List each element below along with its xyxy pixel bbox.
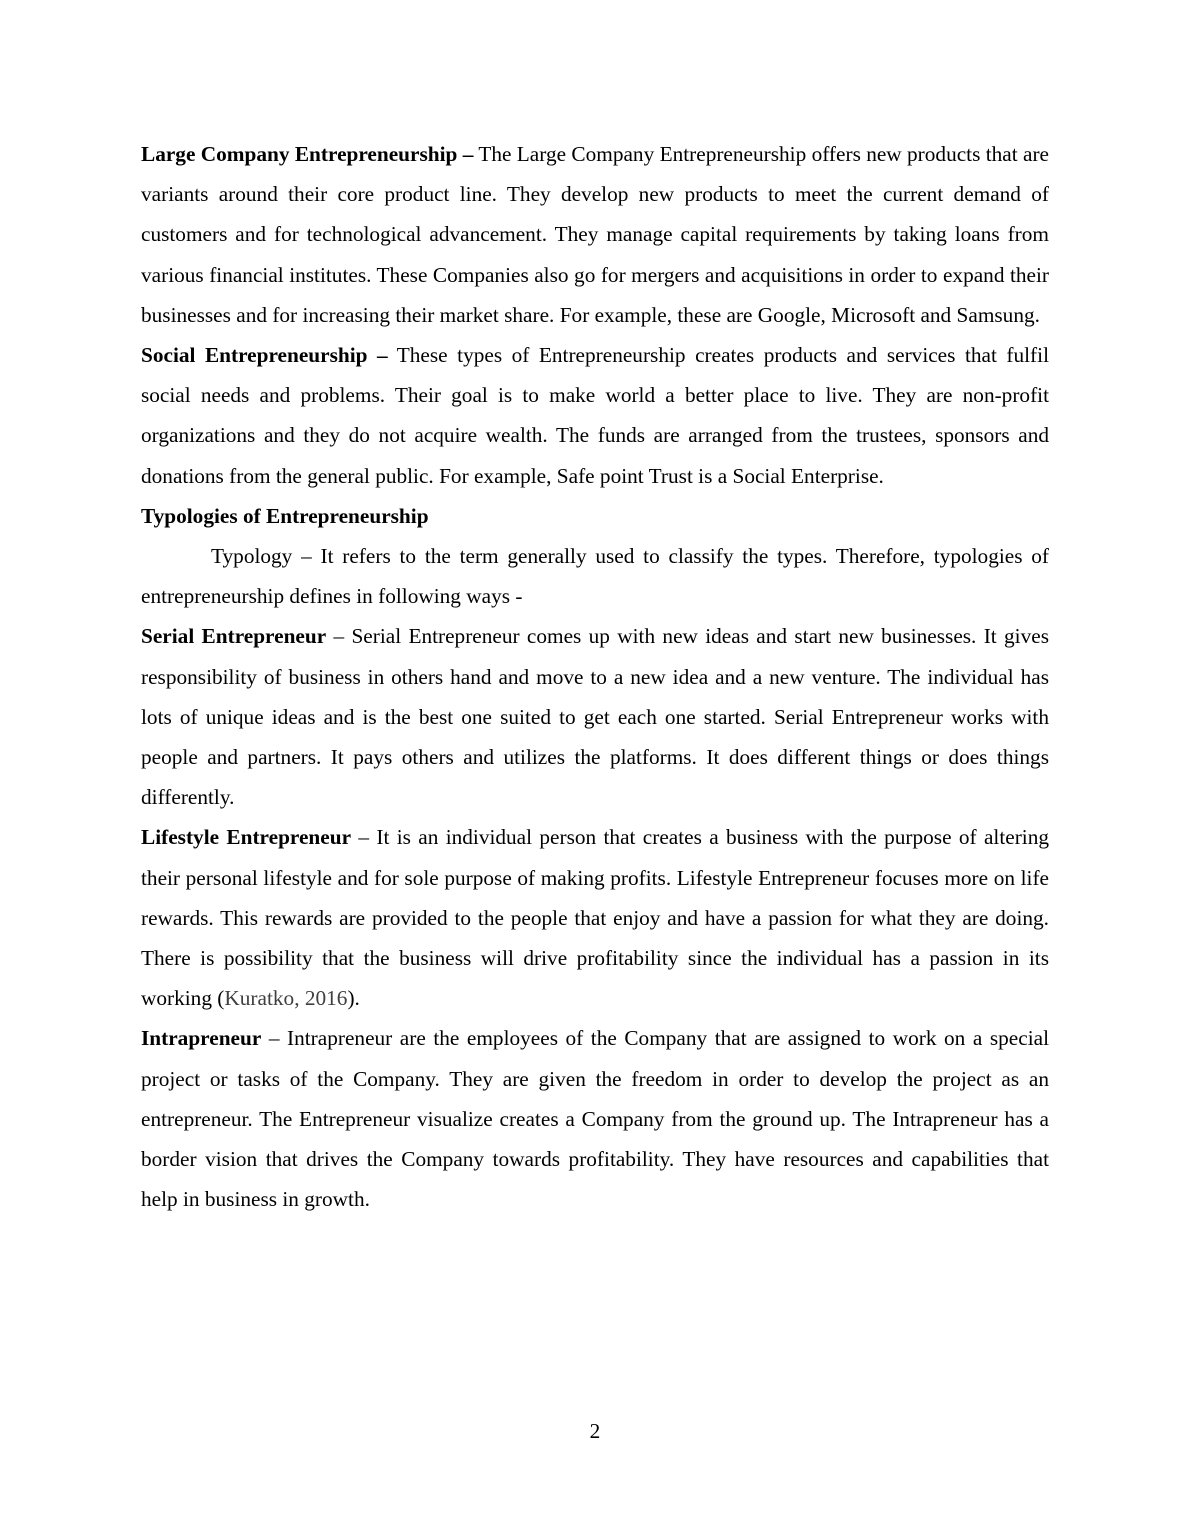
paragraph-serial-entrepreneur — [141, 616, 1049, 817]
page-body — [141, 134, 1049, 1219]
citation: Kuratko, 2016 — [224, 986, 348, 1011]
paragraph-text: – Serial Entrepreneur comes up with new ideas and start new businesses. It gives responsibility of business in others hand and move to a new idea and a new venture. The individual has lots of unique ideas and is the best one suited to get each one started. Serial Entrepreneur works with people and partners. It pays others and utilizes the platforms. It does different things or does things differently. — [141, 624, 1049, 810]
paragraph-text: – Intrapreneur are the employees of the Company that are assigned to work on a special project or tasks of the Company. They are given the freedom in order to develop the project as an entrepreneur. The Entrepreneur visualize creates a Company from the ground up. The Intrapreneur has a border vision that drives the Company towards profitability. They have resources and capabilities that help in business in growth. — [141, 1026, 1049, 1212]
paragraph-lead: Lifestyle Entrepreneur — [141, 825, 352, 850]
paragraph-text: These types of Entrepreneurship creates products and services that fulfil social needs and problems. Their goal is to make world a better place to live. They are non-profit organizations and they do not acquire wealth. The funds are arranged from the trustees, sponsors and donations from the general public. For example, Safe point Trust is a Social Enterprise. — [141, 343, 1049, 488]
paragraph-text: The Large Company Entrepreneurship offers new products that are variants around their core product line. They develop new products to meet the current demand of customers and for technological advancement. They manage capital requirements by taking loans from various financial institutes. These Companies also go for mergers and acquisitions in order to expand their businesses and for increasing their market share. For example, these are Google, Microsoft and Samsung. — [141, 142, 1050, 327]
paragraph-lead: Social Entrepreneurship – — [141, 343, 388, 368]
paragraph-lead: Serial Entrepreneur — [141, 624, 327, 649]
paragraph-text-end: ). — [347, 986, 360, 1011]
paragraph-text: – It is an individual person that creates a business with the purpose of altering their personal lifestyle and for sole purpose of making profits. Lifestyle Entrepreneur focuses more on life rewards. This rewards are provided to the people that enjoy and have a passion for what they are doing. There is possibility that the business will drive profitability since the individual has a passion in its working ( — [141, 825, 1049, 1011]
paragraph-social-entrepreneurship — [141, 335, 1049, 496]
paragraph-large-company-entrepreneurship — [141, 134, 1049, 335]
typology-intro-paragraph: Typology – It refers to the term generally used to classify the types. Therefore, typologies of entrepreneurship defines in following ways - — [141, 544, 1049, 609]
paragraph-intrapreneur — [141, 1018, 1049, 1219]
paragraph-lead: Large Company Entrepreneurship – — [141, 142, 474, 166]
paragraph-lead: Intrapreneur — [141, 1026, 262, 1051]
page-number: 2 — [589, 1419, 601, 1443]
section-heading: Typologies of Entrepreneurship — [141, 503, 429, 528]
paragraph-lifestyle-entrepreneur — [141, 817, 1049, 1018]
